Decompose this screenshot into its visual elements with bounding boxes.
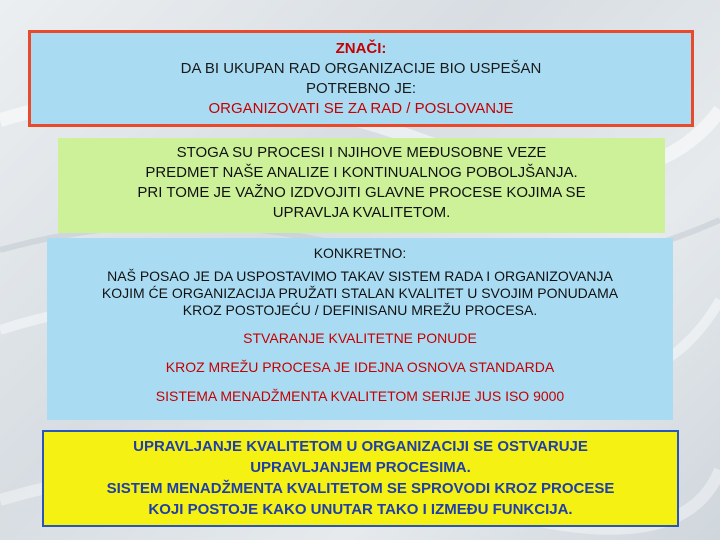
conclusion-box <box>42 430 679 527</box>
yellow-line-3: SISTEM MENADŽMENTA KVALITETOM SE SPROVODI KROZ PROCESE <box>106 480 615 497</box>
yellow-line-4: KOJI POSTOJE KAKO UNUTAR TAKO I IZMEĐU FUNKCIJA. <box>148 501 573 518</box>
green-line-4: UPRAVLJA KVALITETOM. <box>272 204 451 221</box>
intro-line-3: POTREBNO JE: <box>305 80 417 97</box>
intro-box <box>28 30 694 127</box>
green-line-3: PRI TOME JE VAŽNO IZDVOJITI GLAVNE PROCESE KOJIMA SE <box>137 184 586 201</box>
intro-line-2: DA BI UKUPAN RAD ORGANIZACIJE BIO USPEŠAN <box>180 60 542 77</box>
yellow-line-2: UPRAVLJANJEM PROCESIMA. <box>250 459 471 476</box>
yellow-line-1: UPRAVLJANJE KVALITETOM U ORGANIZACIJI SE OSTVARUJE <box>133 438 588 455</box>
blue-paragraph-line-3: KROZ POSTOJEĆU / DEFINISANU MREŽU PROCESA. <box>182 302 538 318</box>
intro-line-4: ORGANIZOVATI SE ZA RAD / POSLOVANJE <box>208 100 514 117</box>
concretely-label: KONKRETNO: <box>313 245 407 261</box>
green-line-2: PREDMET NAŠE ANALIZE I KONTINUALNOG POBOLJŠANJA. <box>145 164 578 181</box>
concretely-box <box>47 238 673 420</box>
blue-paragraph-line-1: NAŠ POSAO JE DA USPOSTAVIMO TAKAV SISTEM RADA I ORGANIZOVANJA <box>107 268 613 284</box>
green-line-1: STOGA SU PROCESI I NJIHOVE MEĐUSOBNE VEZE <box>176 144 547 161</box>
blue-red-line-2: KROZ MREŽU PROCESA JE IDEJNA OSNOVA STANDARDA <box>165 359 555 375</box>
blue-paragraph-line-2: KOJIM ĆE ORGANIZACIJA PRUŽATI STALAN KVALITET U SVOJIM PONUDAMA <box>101 285 619 301</box>
intro-heading: ZNAČI: <box>335 40 387 57</box>
blue-red-line-1: STVARANJE KVALITETNE PONUDE <box>243 330 477 346</box>
process-analysis-box <box>58 138 665 233</box>
blue-red-line-3: SISTEMA MENADŽMENTA KVALITETOM SERIJE JUS ISO 9000 <box>155 388 565 404</box>
